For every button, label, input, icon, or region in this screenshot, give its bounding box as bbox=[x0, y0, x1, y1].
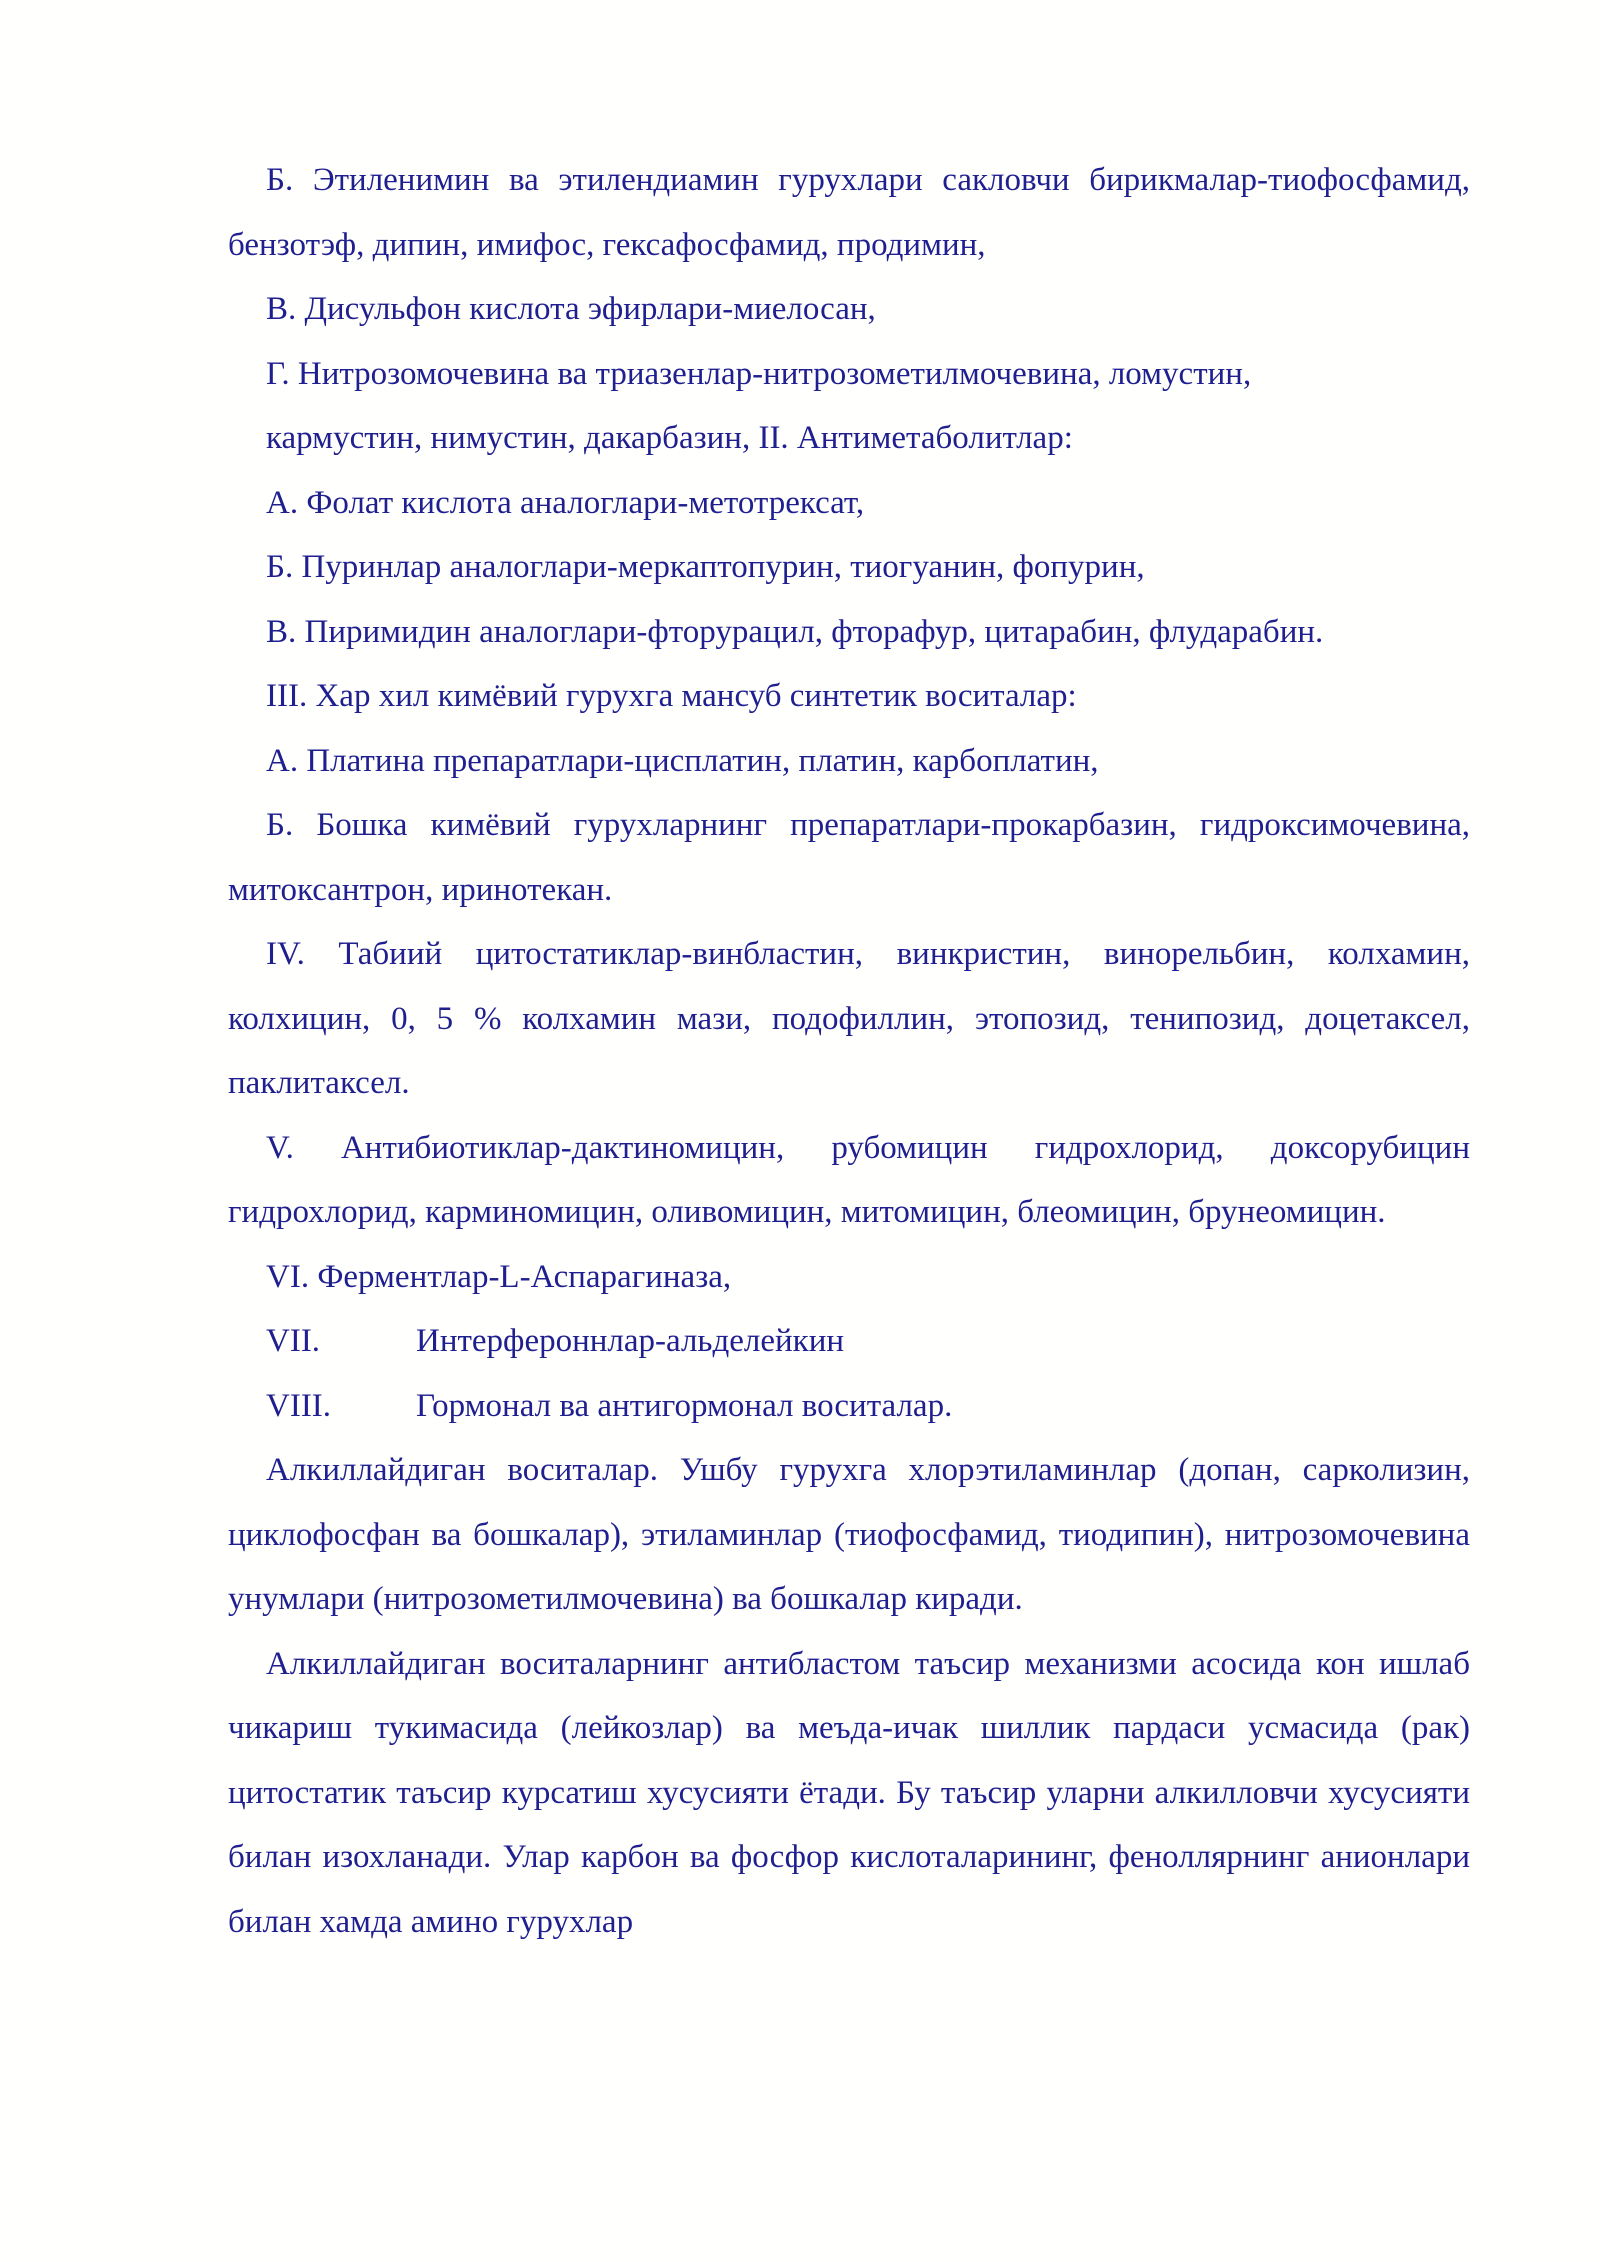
paragraph-13: VI. Ферментлар-L-Аспарагиназа, bbox=[266, 1258, 732, 1295]
tabbed-item-text: Гормонал ва антигормонал воситалар. bbox=[416, 1387, 953, 1424]
document-body bbox=[228, 148, 1470, 1954]
tabbed-item-vii bbox=[228, 1309, 1470, 1374]
paragraph-3: Г. Нитрозомочевина ва триазенлар-нитрозометилмочевина, ломустин, bbox=[266, 355, 1252, 392]
paragraph-12: V. Антибиотиклар-дактиномицин, рубомицин гидрохлорид, доксорубицин гидрохлорид, карминомицин, оливомицин, митомицин, блеомицин, брунеомицин. bbox=[228, 1129, 1470, 1230]
paragraph-1: Б. Этиленимин ва этилендиамин гурухлари сакловчи бирикмалар-тиофосфамид, бензотэф, дипин, имифос, гексафосфамид, продимин, bbox=[228, 162, 1470, 263]
paragraph-7: В. Пиримидин аналоглари-фторурацил, фторафур, цитарабин, флударабин. bbox=[266, 613, 1324, 650]
paragraph-6: Б. Пуринлар аналоглари-меркаптопурин, тиогуанин, фопурин, bbox=[266, 549, 1145, 585]
paragraph-mechanism: Алкиллайдиган воситаларнинг антибластом таъсир механизми асосида кон ишлаб чикариш тукимасида (лейкозлар) ва меъда-ичак шиллик пардаси усмасида (рак) цитостатик таъсир курсатиш хусусияти ётади. Бу таъсир уларни алкилловчи хусусияти билан изохланади. Улар карбон ва фосфор кислоталарининг, феноллярнинг анионлари билан хамда амино гурухлар bbox=[228, 1645, 1470, 1940]
tabbed-item-number: VIII. bbox=[266, 1387, 332, 1424]
paragraph-10: Б. Бошка кимёвий гурухларнинг препаратлари-прокарбазин, гидроксимочевина, митоксантрон, иринотекан. bbox=[228, 807, 1470, 908]
tabbed-item-number: VII. bbox=[266, 1323, 321, 1359]
tabbed-item-viii bbox=[228, 1374, 1470, 1439]
paragraph-8: III. Хар хил кимёвий гурухга мансуб синтетик воситалар: bbox=[266, 678, 1077, 714]
paragraph-11: IV. Табиий цитостатиклар-винбластин, винкристин, винорельбин, колхамин, колхицин, 0, 5 % колхамин мази, подофиллин, этопозид, тенипозид, доцетаксел, паклитаксел. bbox=[228, 936, 1470, 1101]
paragraph-alkylating-agents: Алкиллайдиган воситалар. Ушбу гурухга хлорэтиламинлар (допан, сарколизин, циклофосфан ва бошкалар), этиламинлар (тиофосфамид, тиодипин), нитрозомочевина унумлари (нитрозометилмочевина) ва бошкалар киради. bbox=[228, 1452, 1470, 1617]
paragraph-4: кармустин, нимустин, дакарбазин, II. Антиметаболитлар: bbox=[266, 420, 1073, 456]
paragraph-2: В. Дисульфон кислота эфирлари-миелосан, bbox=[266, 291, 876, 327]
paragraph-9: А. Платина препаратлари-цисплатин, платин, карбоплатин, bbox=[266, 742, 1099, 779]
paragraph-5: А. Фолат кислота аналоглари-метотрексат, bbox=[266, 484, 865, 521]
tabbed-item-text: Интерфероннлар-альделейкин bbox=[416, 1323, 845, 1359]
